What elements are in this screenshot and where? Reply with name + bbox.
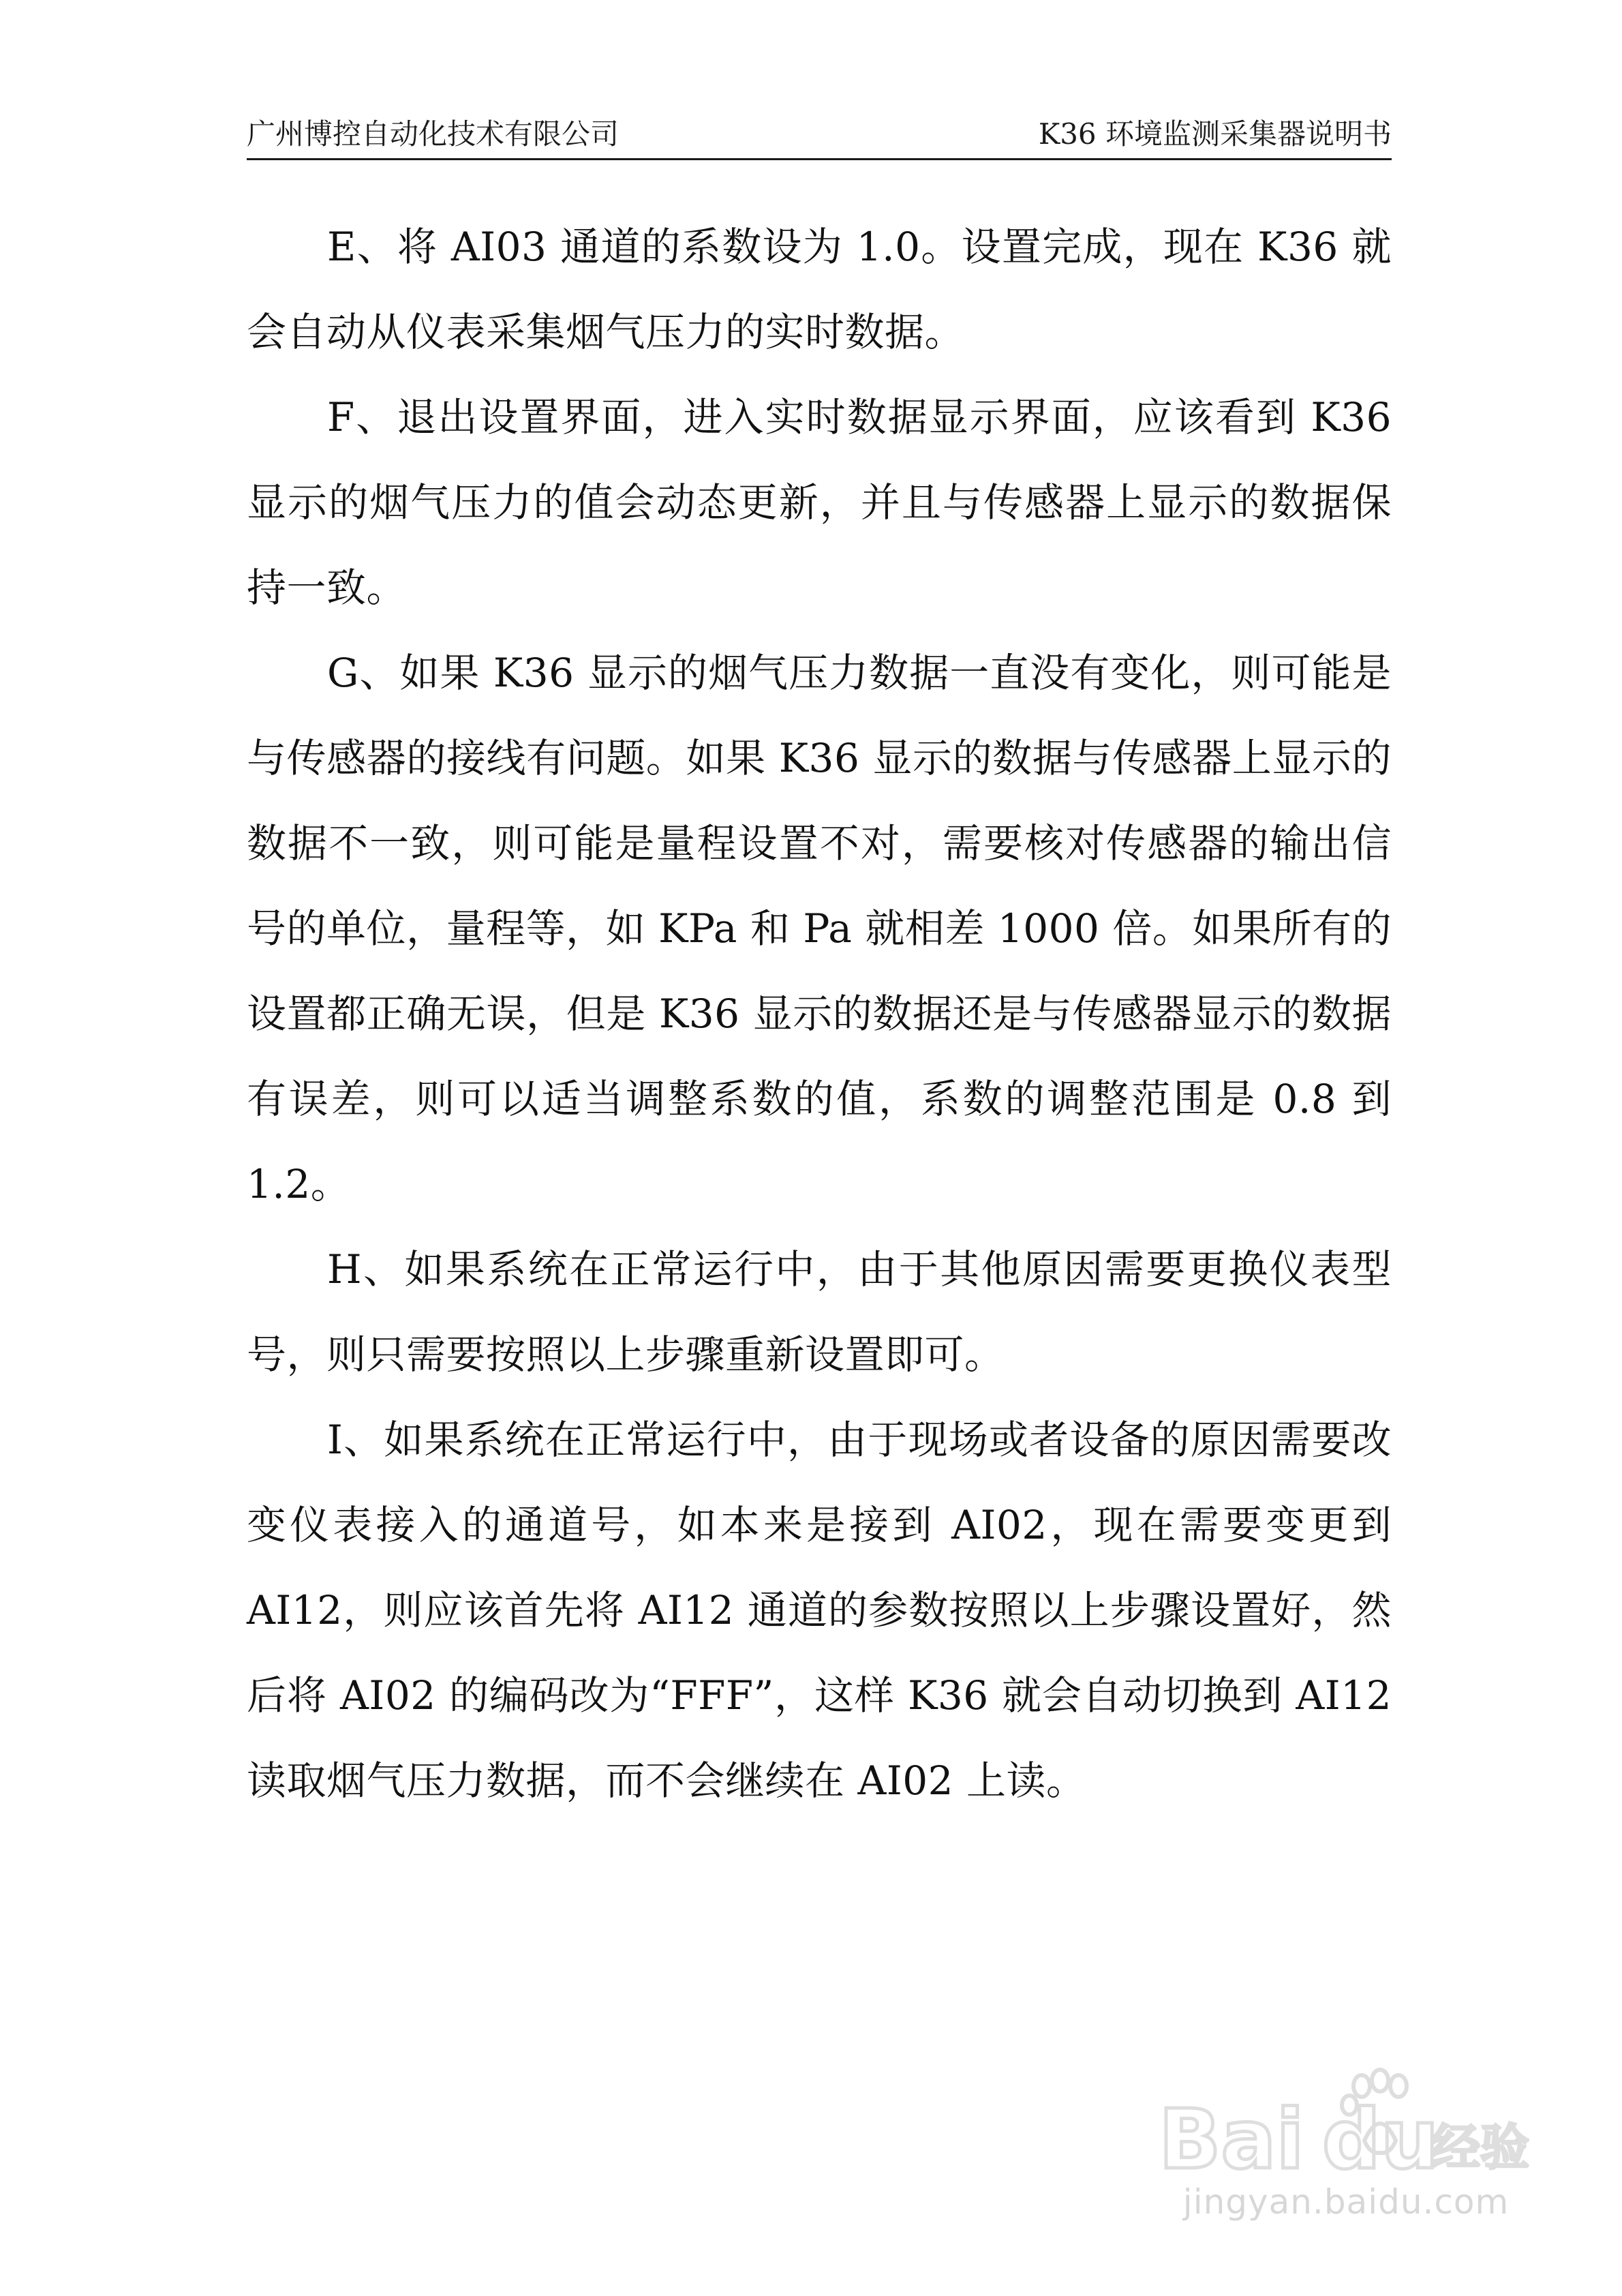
paragraph-i: I、如果系统在正常运行中，由于现场或者设备的原因需要改变仪表接入的通道号，如本来是接到 AI02，现在需要变更到 AI12，则应该首先将 AI12 通道的参数按照以上步骤设置好，然后将 AI02 的编码改为“FFF”，这样 K36 就会自动切换到 AI12 读取烟气压力数据，而不会继续在 AI02 上读。 xyxy=(247,1417,1392,1804)
document-body xyxy=(247,205,1392,1824)
svg-text:du: du xyxy=(1322,2093,1439,2181)
header-doc-title: K36 环境监测采集器说明书 xyxy=(1038,117,1392,151)
watermark-url: jingyan.baidu.com xyxy=(1182,2182,1510,2222)
paragraph-f: F、退出设置界面，进入实时数据显示界面，应该看到 K36 显示的烟气压力的值会动态更新，并且与传感器上显示的数据保持一致。 xyxy=(247,394,1392,611)
paragraph-g: G、如果 K36 显示的烟气压力数据一直没有变化，则可能是与传感器的接线有问题。如果 K36 显示的数据与传感器上显示的数据不一致，则可能是量程设置不对，需要核对传感器的输出信号的单位，量程等，如 KPa 和 Pa 就相差 1000 倍。如果所有的设置都正确无误，但是 K36 显示的数据还是与传感器显示的数据有误差，则可以适当调整系数的值，系数的调整范围是 0.8 到 1.2。 xyxy=(247,650,1392,1207)
svg-text:经验: 经验 xyxy=(1431,2119,1530,2176)
page-header xyxy=(247,116,1392,160)
baidu-jingyan-watermark xyxy=(1145,2052,1540,2229)
baidu-logo-icon xyxy=(1145,2066,1540,2181)
paragraph-h: H、如果系统在正常运行中，由于其他原因需要更换仪表型号，则只需要按照以上步骤重新设置即可。 xyxy=(247,1246,1392,1378)
paragraph-e: E、将 AI03 通道的系数设为 1.0。设置完成，现在 K36 就会自动从仪表采集烟气压力的实时数据。 xyxy=(247,224,1392,355)
header-company: 广州博控自动化技术有限公司 xyxy=(247,117,619,151)
svg-text:Bai: Bai xyxy=(1159,2093,1304,2181)
